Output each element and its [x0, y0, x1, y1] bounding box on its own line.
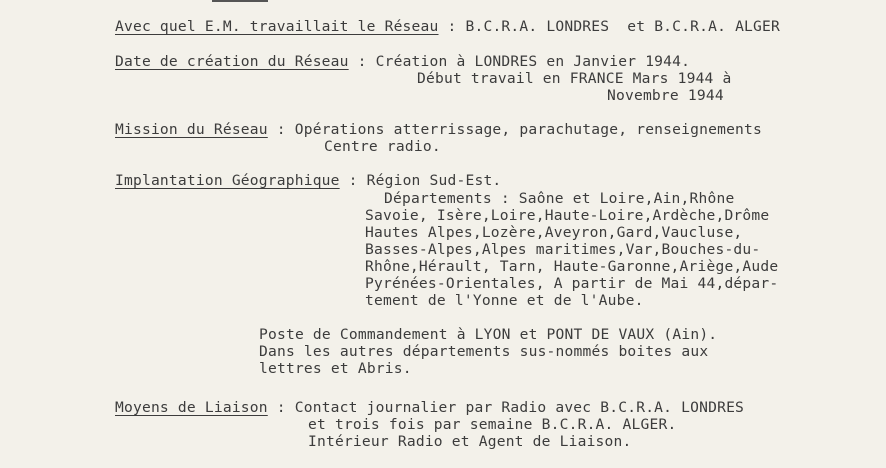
- liaison-value-1: Contact journalier par Radio avec B.C.R.A. LONDRES: [294, 399, 745, 416]
- liaison-separator: :: [267, 399, 295, 416]
- em-label: Avec quel E.M. travaillait le Réseau: [115, 18, 439, 35]
- implantation-separator: :: [339, 172, 367, 189]
- depts-line-2: Savoie, Isère,Loire,Haute-Loire,Ardèche,Drôme: [365, 207, 770, 224]
- creation-label: Date de création du Réseau: [115, 53, 349, 70]
- em-value: B.C.R.A. LONDRES et B.C.R.A. ALGER: [465, 18, 781, 35]
- depts-line-4: Basses-Alpes,Alpes maritimes,Var,Bouches-du-: [365, 241, 761, 258]
- em-separator: :: [438, 18, 466, 35]
- liaison-row: [115, 399, 744, 416]
- creation-separator: :: [348, 53, 376, 70]
- mission-value-2: Centre radio.: [324, 138, 441, 155]
- depts-line-7: tement de l'Yonne et de l'Aube.: [365, 292, 644, 309]
- top-rule: [212, 0, 268, 2]
- poste-line-1: Poste de Commandement à LYON et PONT DE VAUX (Ain).: [259, 326, 718, 343]
- creation-value-3: Novembre 1944: [607, 87, 724, 104]
- poste-line-2: Dans les autres départements sus-nommés boites aux: [259, 343, 709, 360]
- liaison-label: Moyens de Liaison: [115, 399, 268, 416]
- depts-line-3: Hautes Alpes,Lozère,Aveyron,Gard,Vaucluse,: [365, 224, 743, 241]
- mission-value-1: Opérations atterrissage, parachutage, renseignements: [294, 121, 763, 138]
- creation-value-1: Création à LONDRES en Janvier 1944.: [375, 53, 691, 70]
- creation-row: [115, 53, 690, 70]
- liaison-value-2: et trois fois par semaine B.C.R.A. ALGER.: [308, 416, 677, 433]
- depts-line-6: Pyrénées-Orientales, A partir de Mai 44,dépar-: [365, 275, 779, 292]
- mission-separator: :: [267, 121, 295, 138]
- implantation-region: Région Sud-Est.: [366, 172, 502, 189]
- implantation-label: Implantation Géographique: [115, 172, 340, 189]
- liaison-value-3: Intérieur Radio et Agent de Liaison.: [308, 433, 632, 450]
- mission-row: [115, 121, 762, 138]
- implantation-row: [115, 172, 501, 189]
- depts-line-5: Rhône,Hérault, Tarn, Haute-Garonne,Ariège,Aude: [365, 258, 779, 275]
- em-row: [115, 18, 780, 35]
- mission-label: Mission du Réseau: [115, 121, 268, 138]
- creation-value-2: Début travail en FRANCE Mars 1944 à: [417, 70, 732, 87]
- depts-line-1: Départements : Saône et Loire,Ain,Rhône: [384, 190, 735, 207]
- poste-line-3: lettres et Abris.: [259, 360, 412, 377]
